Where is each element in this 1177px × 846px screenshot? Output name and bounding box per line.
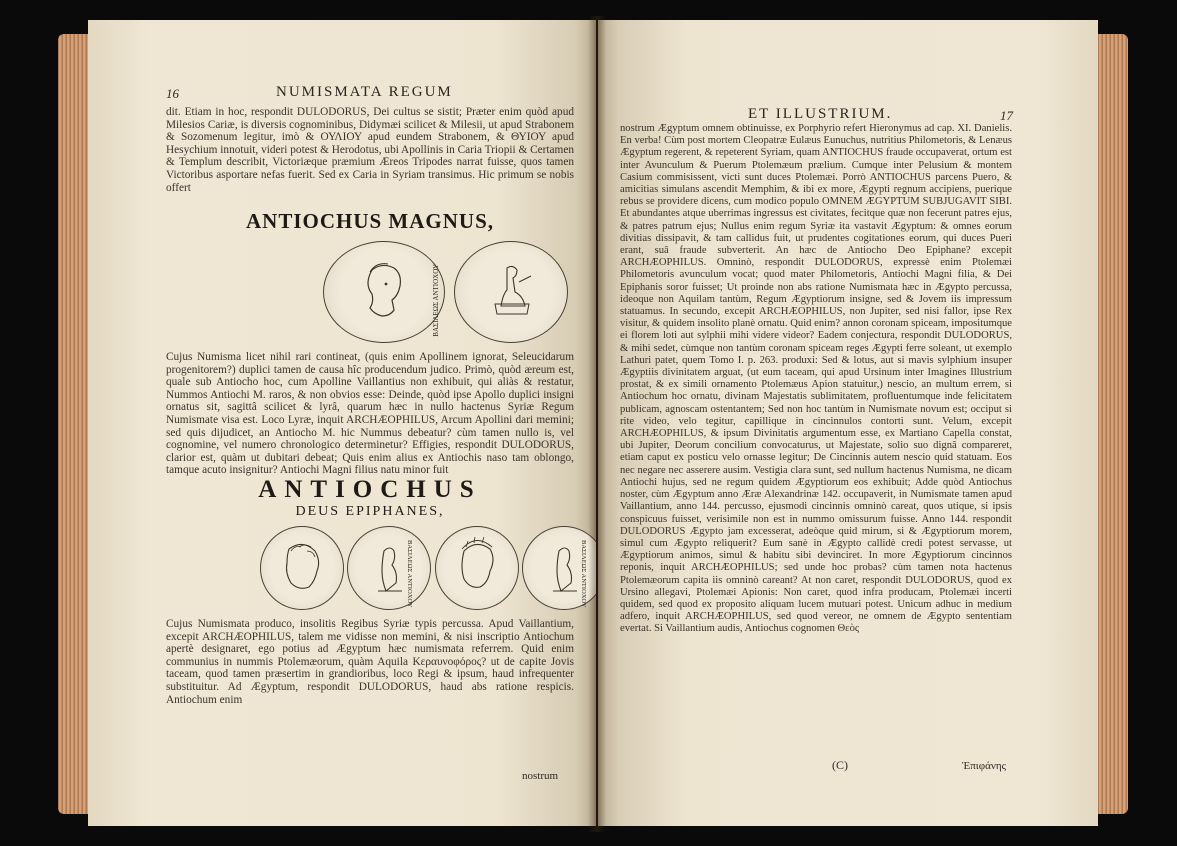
running-head-right: ET ILLUSTRIUM.: [748, 106, 893, 122]
coin-antiochus-magnus-reverse: [454, 241, 568, 343]
subtitle-deus-epiphanes: DEUS EPIPHANES,: [295, 504, 445, 519]
coin-eagle-1: [347, 526, 431, 610]
book-gutter: [588, 16, 606, 832]
coin-legend-1: ΒΑΣΙΛΕΩΣ ΑΝΤΙΟΧΟΥ: [432, 264, 440, 337]
left-paragraph-1: dit. Etiam in hoc, respondit DULODORUS, Dei cultus se sistit; Præter enim quòd apud Milesios Cariæ, is diversis cognominibus, Didymæi scilicet & Milesii, ut apud Strabonem & Sozomenum legitur, imò & ΟΥΛΙΟΥ apud eundem Strabonem, & ΘΥΙΟΥ apud Hesychium innotuit, videri potest & Herodotus, ubi Apollinis in Caria Triopii & Certamen & Templum describit, Victoriæque præmium Æreos Tripodes narrat fuisse, quos tamen Victoribus asportare nefas fuerit. Sed ex Caria in Syriam transimus. Hic primum se nobis offert: [166, 106, 574, 194]
catchword-left: nostrum: [522, 770, 559, 782]
coin-legend-2: ΒΑΣΙΛΕΩΣ ΑΝΤΙΟΧΟΥ: [406, 540, 413, 608]
signature-mark: (C): [832, 758, 848, 772]
title-antiochus: ANTIOCHUS: [258, 476, 482, 503]
apollo-seated-icon: [455, 242, 567, 342]
right-page: [598, 20, 1098, 826]
running-head-left: NUMISMATA REGUM: [276, 84, 453, 100]
coin-king-portrait: [435, 526, 519, 610]
page-number-left: 16: [166, 86, 179, 101]
right-page-edge: [1094, 34, 1128, 814]
title-antiochus-magnus: ANTIOCHUS MAGNUS,: [245, 209, 495, 233]
left-paragraph-2: Cujus Numisma licet nihil rari contineat, (quis enim Apollinem ignorat, Seleucidarum progenitorem?) duplici tamen de causa hîc producendum judico. Primò, quòd æreum est, quale sub Antiocho hoc, cum Apolline Vaillantius non exhibuit, qui aliàs & restatur, Nummos Antiochi M. raros, & non obvios esse: Deinde, quòd ipse Apollo duplici insigni ornatus sit, sagittâ scilicet & lyrâ, quarum hæc in nullo hactenus Syriæ Regum Numismate visa est. Loco Lyræ, inquit ARCHÆOPHILUS, Arcum Apollini dari memini; sed quis dijudicet, an Antiocho M. hic Nummus debeatur? cùm tamen nullo is, vel cognomine, vel numero chronologico determinetur? Effigies, respondit DULODORUS, clarior est, quàm ut dubitari debeat; Quis enim alius ex Antiochis naso tam oblongo, tamque acuto insignitur? Antiochi Magni filius natu minor fuit: [166, 351, 574, 477]
portrait-head-icon: [324, 242, 444, 342]
coin-jupiter-head: [260, 526, 344, 610]
catchword-right: Ἐπιφάνης: [962, 760, 1006, 772]
left-page-edge: [58, 34, 92, 814]
left-paragraph-3: Cujus Numismata produco, insolitis Regibus Syriæ typis percussa. Apud Vaillantium, excepit ARCHÆOPHILUS, talem me vidisse non memini, & nisi inscriptio Antiochum apertè designaret, ego potius ad Ægyptum hæc numismata referrem. Quid enim communius in nummis Ptolemæorum, quàm Aquila Κεραυνοφόρος? ut de capite Jovis taceam, quod tamen præsertim in grandioribus, loco Regi & ipsum, haud infrequenter substituitur. Ad Ægyptum, respondit DULODORUS, haud abs ratione respicis. Antiochum enim: [166, 618, 574, 706]
left-page: [88, 20, 596, 826]
coin-legend-3: ΒΑΣΙΛΕΩΣ ΑΝΤΙΟΧΟΥ: [580, 540, 587, 608]
king-head-icon: [436, 527, 518, 609]
page-number-right: 17: [1000, 108, 1013, 123]
right-paragraph-1: nostrum Ægyptum omnem obtinuisse, ex Porphyrio refert Hieronymus ad cap. XI. Danielis. En verba! Cùm post mortem Cleopatræ Eulæus Eunuchus, nutritius Philometoris, & Lenæus Ægyptum regerent, & repeterent Syriam, quam ANTIOCHUS fraude occupaverat, ortum est inter Avunculum & Puerum Ptolemæum prælium. Cumque inter Pelusium & montem Casium commisissent, victi sunt duces Ptolemæi. Porrò ANTIOCHUS parcens Puero, & amicitias simulans ascendit Memphim, & ibi ex more, Ægypti regnum accipiens, puerique rebus se providere dicens, cum modico populo OMNEM ÆGYPTUM SUBJUGAVIT SIBI. Et abundantes atque uberrimas ingressus est civitates, fecitque quæ non fecerunt patres ejus, & patres patrum ejus; Nullus enim regum Syriæ ita vastavit Ægyptum: & omnes eorum divitias dissipavit, & tam callidus fuit, ut prudentes cogitationes eorum, qui duces Pueri erant, suâ fraude subverterit. An hæc de Antiocho Deo Epiphane? excepit ARCHÆOPHILUS. Omninò, respondit DULODORUS, expressè enim Ptolemæi Philometoris avunculum vocat; quod mater Philometoris, Antiochi Magni filia, & Dei Epiphanis soror fuisset; Ut proinde non abs ratione Numismata hæc in Ægypto percussa, ideoque non Aquilam tantùm, Regum Ægyptiorum insigne, sed & Jovem iis impressum statuamus. In secundo, excepit ARCHÆOPHILUS, non Jupiter, sed nisi fallor, ipse Rex visitur, & quidem insolito planè ornatu. Quid enim? annon coronam spiceam, impositumque ei florem loti aut sylphii mihi videre videor? Eadem conjectura, respondit DULODORUS, & mihi sedet, cùmque non tantùm coronam spiceam reges Ægypti ferre soleant, ut exemplo Lathuri patet, quem Tomo I. p. 263. produxi: Sed & lotus, aut si mavis sylphium insuper Ægyptiis divinitatem arguat, (ut eum taceam, qui apud Ursinum inter Imagines Illustrium prostat, & ex simili ornamento Ptolemæus Apion statuitur,) nescio, an multum errem, si Antiochum hoc ornatu, divinam Majestatis sublimitatem, profluentumque inde felicitatem publicam, agnoscam ostentantem; Sed non hoc tantùm in Numismate novum est; occiput si rite video, velo tegitur, capillique in cincinnulos contorti sunt. Velum, excepit ARCHÆOPHILUS, & ipsum Divinitatis argumentum esse, ex Martiano Capella constat, ubi Jupiter, Deorum concilium convocaturus, ut Majestate, solio suo dignâ compareret, etiam caput ex posticu velo ornasse legitur; De Cincinnis autem nescio quid statuam. Eos nec negare nec asserere ausim. Vestigia clara sunt, sed nullum hactenus Numisma, ne dicam Antiochi hujus, sed ne regum quidem Ægyptiorum eos exhibuit; Adde quòd Antiochus noster, cùm Ægyptum anno Æræ Alexandrinæ 142. occupaverit, in Numismate tamen apud Vaillantium, anno 144. percusso, ejusmodi cincinnis omninò careat, quos utique, si ipsis conspicuus fuisset, verisimile non est in nummo omissurum fuisse. Anno 144. respondit DULODORUS Ægypto jam excesserat, adeòque quid mirum, si & Ægyptiorum morem, simul cum Ægypto reliquerit? Eum sanè in Ægypto callidè credi potest servasse, ut Ægyptiorum animos, simul & habitu sibi devinciret. In more Ægyptiorum cincinnos reponis, inquit ARCHÆOPHILUS; sed unde hoc probas? cùm tamen nota hactenus Ptolemæorum capita iis omninò careant? At non caret, respondit DULODORUS, quod ex Ursino allegavi, Ptolemæi Apionis: Non caret, quod infra producam, Ptolemæi incerti quidem, sed quod ex proposito aliquam lucem mutuari potest. Unicum adhuc in medium adfero, inquit ARCHÆOPHILUS, sed quod vereor, ne omnem de Ægypto sententiam evertat. Si Vaillantium audis, Antiochus cognomen Θεὸς: [620, 123, 1012, 635]
open-book: [58, 12, 1128, 832]
coin-antiochus-magnus-obverse: [323, 241, 445, 343]
eagle-icon: [348, 527, 430, 609]
jupiter-head-icon: [261, 527, 343, 609]
